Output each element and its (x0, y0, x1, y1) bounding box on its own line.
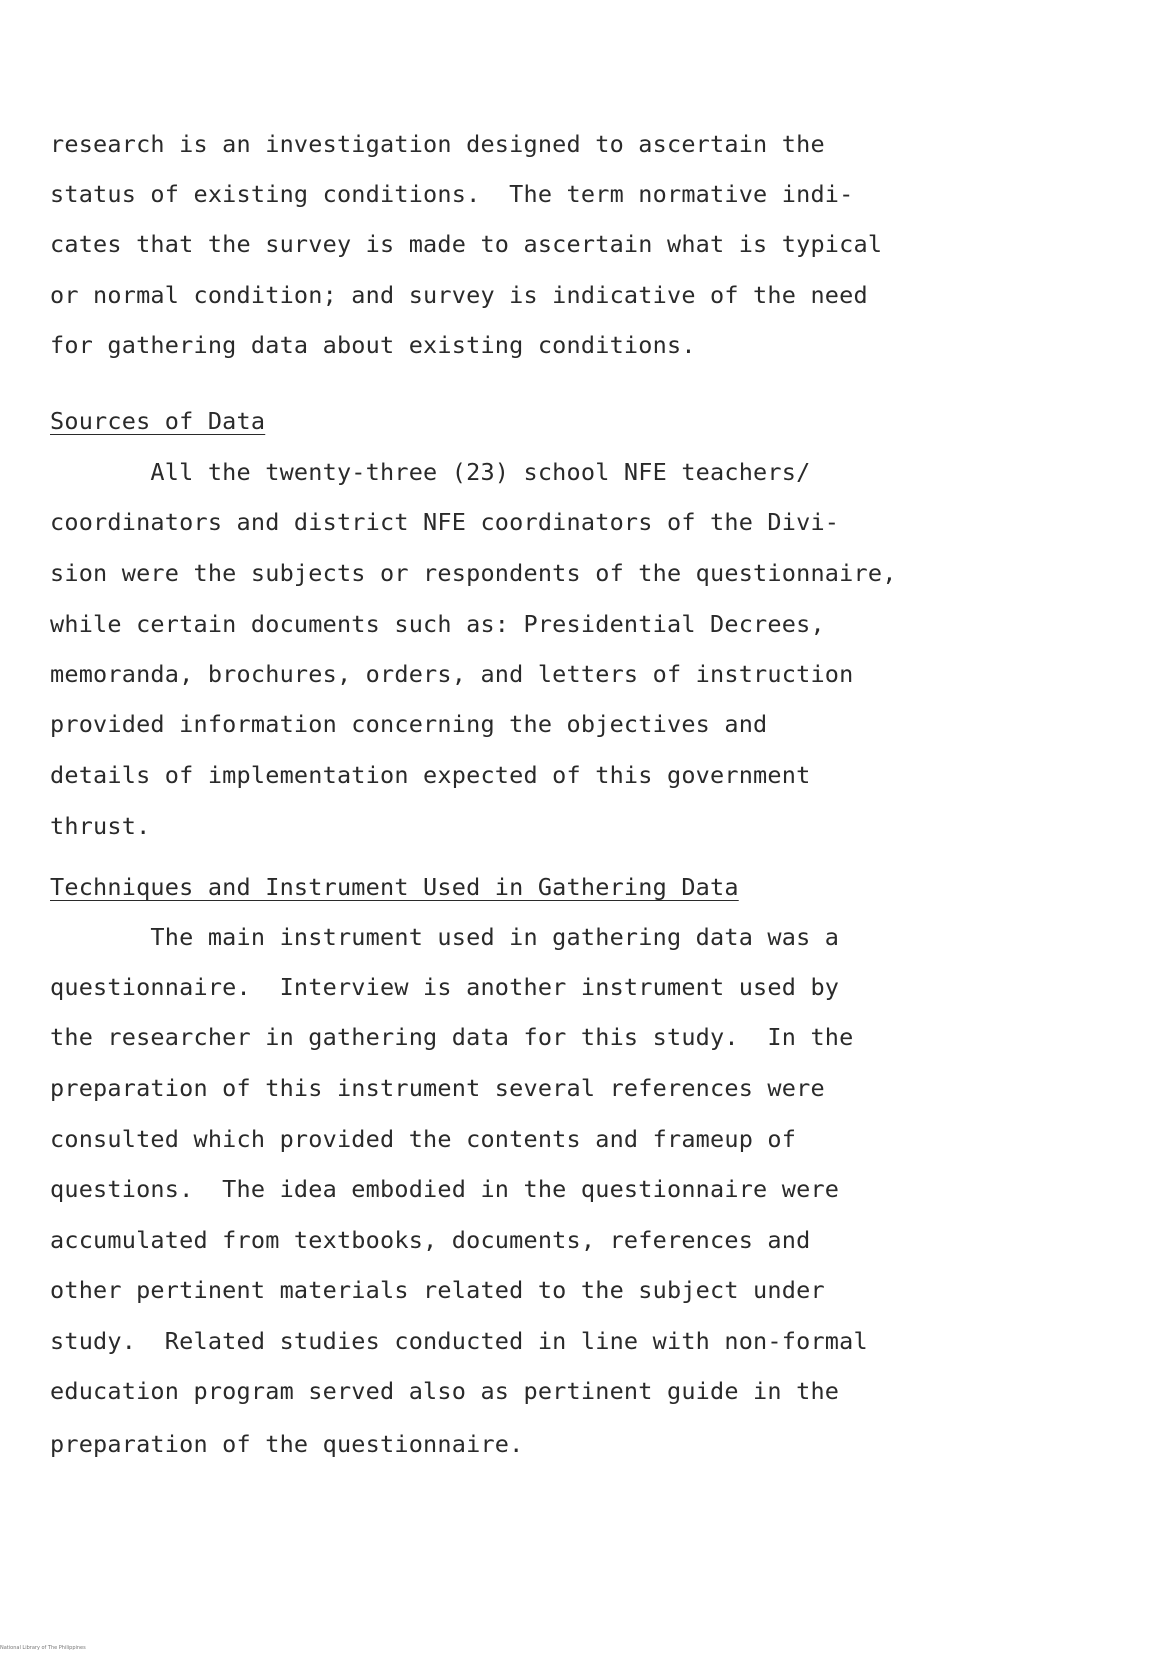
techniques-line: questionnaire. Interview is another instrument used by (50, 973, 840, 1001)
techniques-heading: Techniques and Instrument Used in Gathering Data (50, 873, 739, 901)
footer-stamp: National Library of The Philippines (0, 1645, 86, 1651)
sources-line: provided information concerning the objectives and (50, 710, 768, 738)
techniques-line: preparation of the questionnaire. (50, 1430, 524, 1458)
intro-line: cates that the survey is made to ascertain what is typical (50, 230, 883, 258)
intro-line: research is an investigation designed to ascertain the (50, 130, 825, 158)
sources-line: while certain documents such as: Presidential Decrees, (50, 610, 825, 638)
techniques-line: consulted which provided the contents and frameup of (50, 1125, 797, 1153)
techniques-line: education program served also as pertinent guide in the (50, 1377, 840, 1405)
sources-line: thrust. (50, 812, 151, 840)
techniques-line: other pertinent materials related to the subject under (50, 1276, 825, 1304)
intro-line: for gathering data about existing conditions. (50, 331, 696, 359)
techniques-line: the researcher in gathering data for this study. In the (50, 1023, 854, 1051)
sources-line: All the twenty-three (23) school NFE teachers/ (50, 458, 811, 486)
sources-line: sion were the subjects or respondents of the questionnaire, (50, 559, 897, 587)
techniques-line: preparation of this instrument several references were (50, 1074, 825, 1102)
techniques-line: accumulated from textbooks, documents, references and (50, 1226, 811, 1254)
sources-line: memoranda, brochures, orders, and letters of instruction (50, 660, 854, 688)
techniques-line: study. Related studies conducted in line with non-formal (50, 1327, 868, 1355)
intro-line: status of existing conditions. The term normative indi- (50, 180, 854, 208)
sources-heading: Sources of Data (50, 407, 266, 435)
sources-line: details of implementation expected of this government (50, 761, 811, 789)
intro-line: or normal condition; and survey is indicative of the need (50, 281, 868, 309)
techniques-line: questions. The idea embodied in the questionnaire were (50, 1175, 840, 1203)
sources-line: coordinators and district NFE coordinators of the Divi- (50, 508, 840, 536)
techniques-line: The main instrument used in gathering data was a (50, 923, 840, 951)
